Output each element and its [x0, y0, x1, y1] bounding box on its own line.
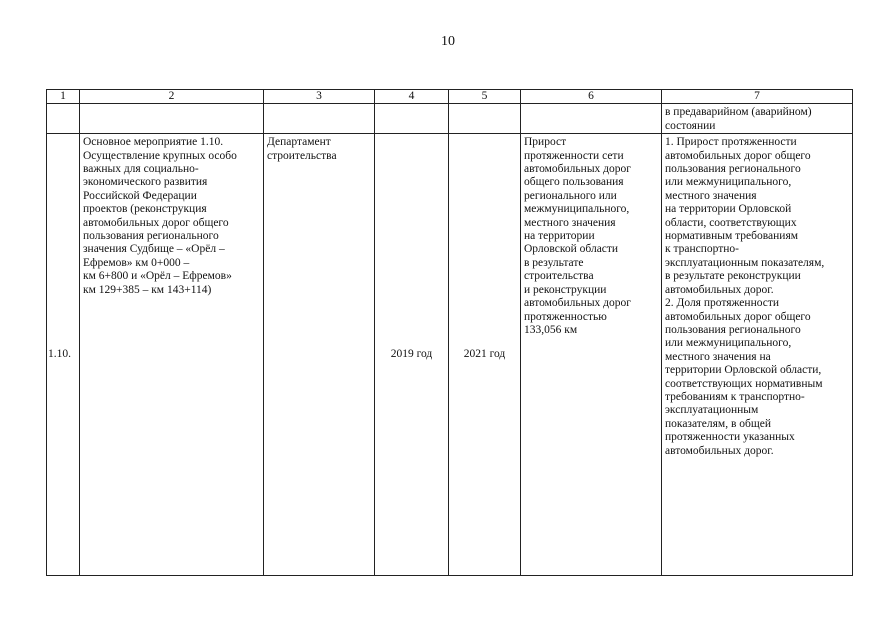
- column-number-5: 5: [449, 90, 521, 104]
- executor: Департамент строительства: [267, 136, 337, 162]
- end-year: 2021 год: [449, 134, 521, 576]
- carry-cell-3: [264, 104, 375, 134]
- activity-name-cell: [80, 134, 264, 576]
- column-number-4: 4: [375, 90, 449, 104]
- column-number-6: 6: [521, 90, 662, 104]
- carry-cell-6: [521, 104, 662, 134]
- expected-result: Прирост протяженности сети автомобильных дорог общего пользования регионального или межмуниципального, местного значения на территории Орловской области в результате строительства и реконструкции автомобильных дорог протяженностью 133,056 км: [524, 136, 631, 336]
- column-number-3: 3: [264, 90, 375, 104]
- row-number: 1.10.: [47, 134, 80, 576]
- carry-cell-2: [80, 104, 264, 134]
- column-number-7: 7: [662, 90, 853, 104]
- column-number-2: 2: [80, 90, 264, 104]
- carried-over-row: [47, 104, 853, 134]
- executor-cell: [264, 134, 375, 576]
- carry-cell-4: [375, 104, 449, 134]
- carry-cell-7: [662, 104, 853, 134]
- carried-over-text: в предаварийном (аварийном) состоянии: [665, 106, 812, 132]
- start-year: 2019 год: [375, 134, 449, 576]
- table-row: [47, 134, 853, 576]
- activity-name: Основное мероприятие 1.10. Осуществление крупных особо важных для социально- экономического развития Российской Федерации проектов (реконструкция автомобильных дорог общего пользования регионального значения Судбище – «Орёл – Ефремов» км 0+000 – км 6+800 и «Орёл – Ефремов» км 129+385 – км 143+114): [83, 136, 237, 296]
- indicators: 1. Прирост протяженности автомобильных дорог общего пользования регионального или межмуниципального, местного значения на территории Орловской области, соответствующих нормативным требованиям к транспортно- эксплуатационным показателям, в результате реконструкции автомобильных дорог. 2. Доля протяженности автомобильных дорог общего пользования регионального или межмуниципального, местного значения на территории Орловской области, соответствующих нормативным требованиям к транспортно- эксплуатационным показателям, в общей протяженности указанных автомобильных дорог.: [665, 136, 825, 457]
- carry-cell-5: [449, 104, 521, 134]
- column-number-row: [47, 90, 853, 104]
- column-number-1: 1: [47, 90, 80, 104]
- program-table: [46, 89, 853, 576]
- indicators-cell: [662, 134, 853, 576]
- page-number: 10: [441, 34, 455, 49]
- expected-result-cell: [521, 134, 662, 576]
- carry-cell-1: [47, 104, 80, 134]
